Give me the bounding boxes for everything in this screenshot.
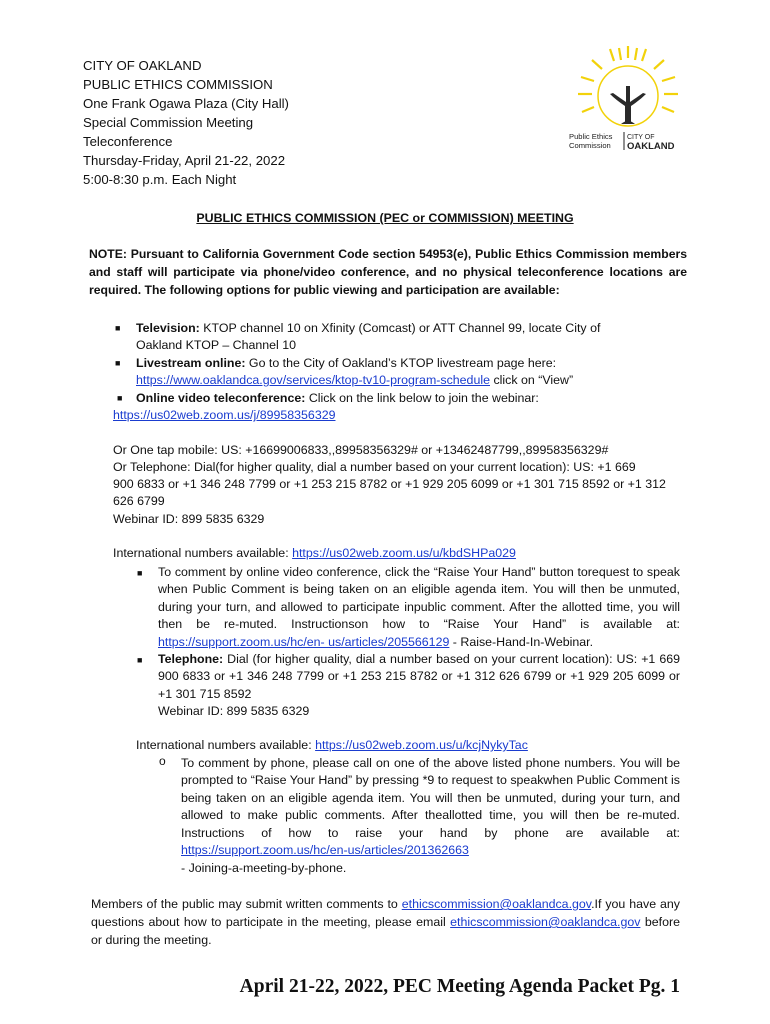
telephone-dial: Or Telephone: Dial(for higher quality, dial a number based on your current location): US: +1 669 xyxy=(113,460,636,474)
header-line: One Frank Ogawa Plaza (City Hall) xyxy=(83,96,289,111)
header-line: Special Commission Meeting xyxy=(83,115,254,130)
page-footer: April 21-22, 2022, PEC Meeting Agenda Packet Pg. 1 xyxy=(239,976,680,997)
header-line: PUBLIC ETHICS COMMISSION xyxy=(83,77,273,92)
members-text: before or during the meeting. xyxy=(91,915,680,947)
video-label: Online video teleconference: xyxy=(136,391,306,405)
telephone-paragraph xyxy=(158,651,680,703)
square-bullet-icon: ■ xyxy=(115,358,121,368)
video-option xyxy=(136,390,539,407)
logo-text-right: CITY OF xyxy=(627,134,655,141)
ethics-email-link[interactable]: ethicscommission@oaklandca.gov xyxy=(401,897,592,911)
header-address xyxy=(83,56,289,189)
international-numbers-2 xyxy=(136,737,528,754)
ethics-email-link-2[interactable]: ethicscommission@oaklandca.gov xyxy=(450,915,641,929)
livestream-link-line xyxy=(136,372,573,389)
comment-phone-after: - Joining-a-meeting-by-phone. xyxy=(181,861,347,875)
comment-video-after: - Raise-Hand-In-Webinar. xyxy=(449,634,594,649)
logo-text-right: OAKLAND xyxy=(627,141,675,152)
telephone-numbers: 900 6833 or +1 346 248 7799 or +1 253 215 8782 or +1 929 205 6099 or +1 301 715 8592 or +1 312 xyxy=(113,477,666,491)
members-text: .If you have any questions about how to participate in the meeting, please email xyxy=(91,897,680,929)
television-label: Television: xyxy=(136,321,200,335)
television-option-cont: Oakland KTOP – Channel 10 xyxy=(136,338,297,352)
livestream-text: Go to the City of Oakland’s KTOP livestream page here: xyxy=(245,356,557,370)
webinar-link-line xyxy=(113,407,336,424)
header-line: CITY OF OAKLAND xyxy=(83,58,202,73)
join-by-phone-link[interactable]: https://support.zoom.us/hc/en-us/articles/201362663 xyxy=(181,843,469,858)
square-bullet-icon: ■ xyxy=(137,655,143,665)
comment-video-paragraph xyxy=(158,564,680,651)
square-bullet-icon: ■ xyxy=(137,568,143,578)
comment-video-text: To comment by online video conference, click the “Raise Your Hand” button torequest to speak when Public Comment is being taken on an eligible agenda item. You will then be unmuted, during your turn, and allowed to participate inpublic comment. After the allotted time, you will then be re-muted. Instructionson how to “Raise Your Hand” is available at: xyxy=(158,565,680,632)
members-text: Members of the public may submit written comments to xyxy=(91,897,402,911)
zoom-webinar-link[interactable]: https://us02web.zoom.us/j/89958356329 xyxy=(113,408,336,422)
livestream-after: click on “View” xyxy=(490,373,574,387)
telephone-label: Telephone: xyxy=(158,652,224,666)
telephone-text: Dial (for higher quality, dial a number based on your current location): US: +1 669 900 6833 or +1 346 248 7799 or +1 253 215 8782 or +1 312 626 6799 or +1 929 205 6099 or +1 301 715 8592 xyxy=(158,652,680,701)
oak-tree-icon xyxy=(566,44,684,152)
note-paragraph: NOTE: Pursuant to California Government Code section 54953(e), Public Ethics Commission members and staff will participate via phone/video conference, and no physical teleconference locations are required. The following options for public viewing and participation are available: xyxy=(89,247,687,297)
international-link-1[interactable]: https://us02web.zoom.us/u/kbdSHPa029 xyxy=(292,546,516,560)
international-link-2[interactable]: https://us02web.zoom.us/u/kcjNykyTac xyxy=(315,738,528,752)
header-line: Thursday-Friday, April 21-22, 2022 xyxy=(83,153,286,168)
square-bullet-icon: ■ xyxy=(115,323,121,333)
meeting-title: PUBLIC ETHICS COMMISSION (PEC or COMMISSION) MEETING xyxy=(196,211,574,225)
comment-phone-paragraph xyxy=(181,755,680,859)
header-line: Teleconference xyxy=(83,134,173,149)
video-text: Click on the link below to join the webinar: xyxy=(305,391,539,405)
webinar-id: Webinar ID: 899 5835 6329 xyxy=(113,512,265,526)
raise-hand-webinar-link[interactable]: https://support.zoom.us/hc/en- us/articles/205566129 xyxy=(158,634,450,649)
telephone-numbers-cont: 626 6799 xyxy=(113,494,165,508)
telephone-webinar-id: Webinar ID: 899 5835 6329 xyxy=(158,704,310,718)
international-numbers-1 xyxy=(113,545,516,562)
international-label: International numbers available: xyxy=(136,738,316,752)
one-tap-mobile: Or One tap mobile: US: +16699006833,,89958356329# or +13462487799,,89958356329# xyxy=(113,443,609,457)
circle-bullet-icon: o xyxy=(159,754,166,768)
members-paragraph xyxy=(91,895,680,949)
comment-phone-text: To comment by phone, please call on one of the above listed phone numbers. You will be prompted to “Raise Your Hand” by pressing *9 to request to speakwhen Public Comment is being taken on an eligible agenda item. You will then be unmuted, during your turn, and allowed to make public comments. After theallotted time, you will then be re-muted. Instructions of how to raise your hand by phone are available at: xyxy=(181,756,680,840)
header-line: 5:00-8:30 p.m. Each Night xyxy=(83,172,237,187)
livestream-option xyxy=(136,355,556,372)
livestream-label: Livestream online: xyxy=(136,356,246,370)
television-text: KTOP channel 10 on Xfinity (Comcast) or ATT Channel 99, locate City of xyxy=(199,321,601,335)
television-option xyxy=(136,320,600,337)
square-bullet-icon: ■ xyxy=(117,393,123,403)
logo-text-left: Public Ethics xyxy=(569,132,613,141)
logo-text-left: Commission xyxy=(569,141,611,150)
oakland-pec-logo xyxy=(566,44,684,152)
international-label: International numbers available: xyxy=(113,546,293,560)
ktop-schedule-link[interactable]: https://www.oaklandca.gov/services/ktop-tv10-program-schedule xyxy=(136,373,490,387)
